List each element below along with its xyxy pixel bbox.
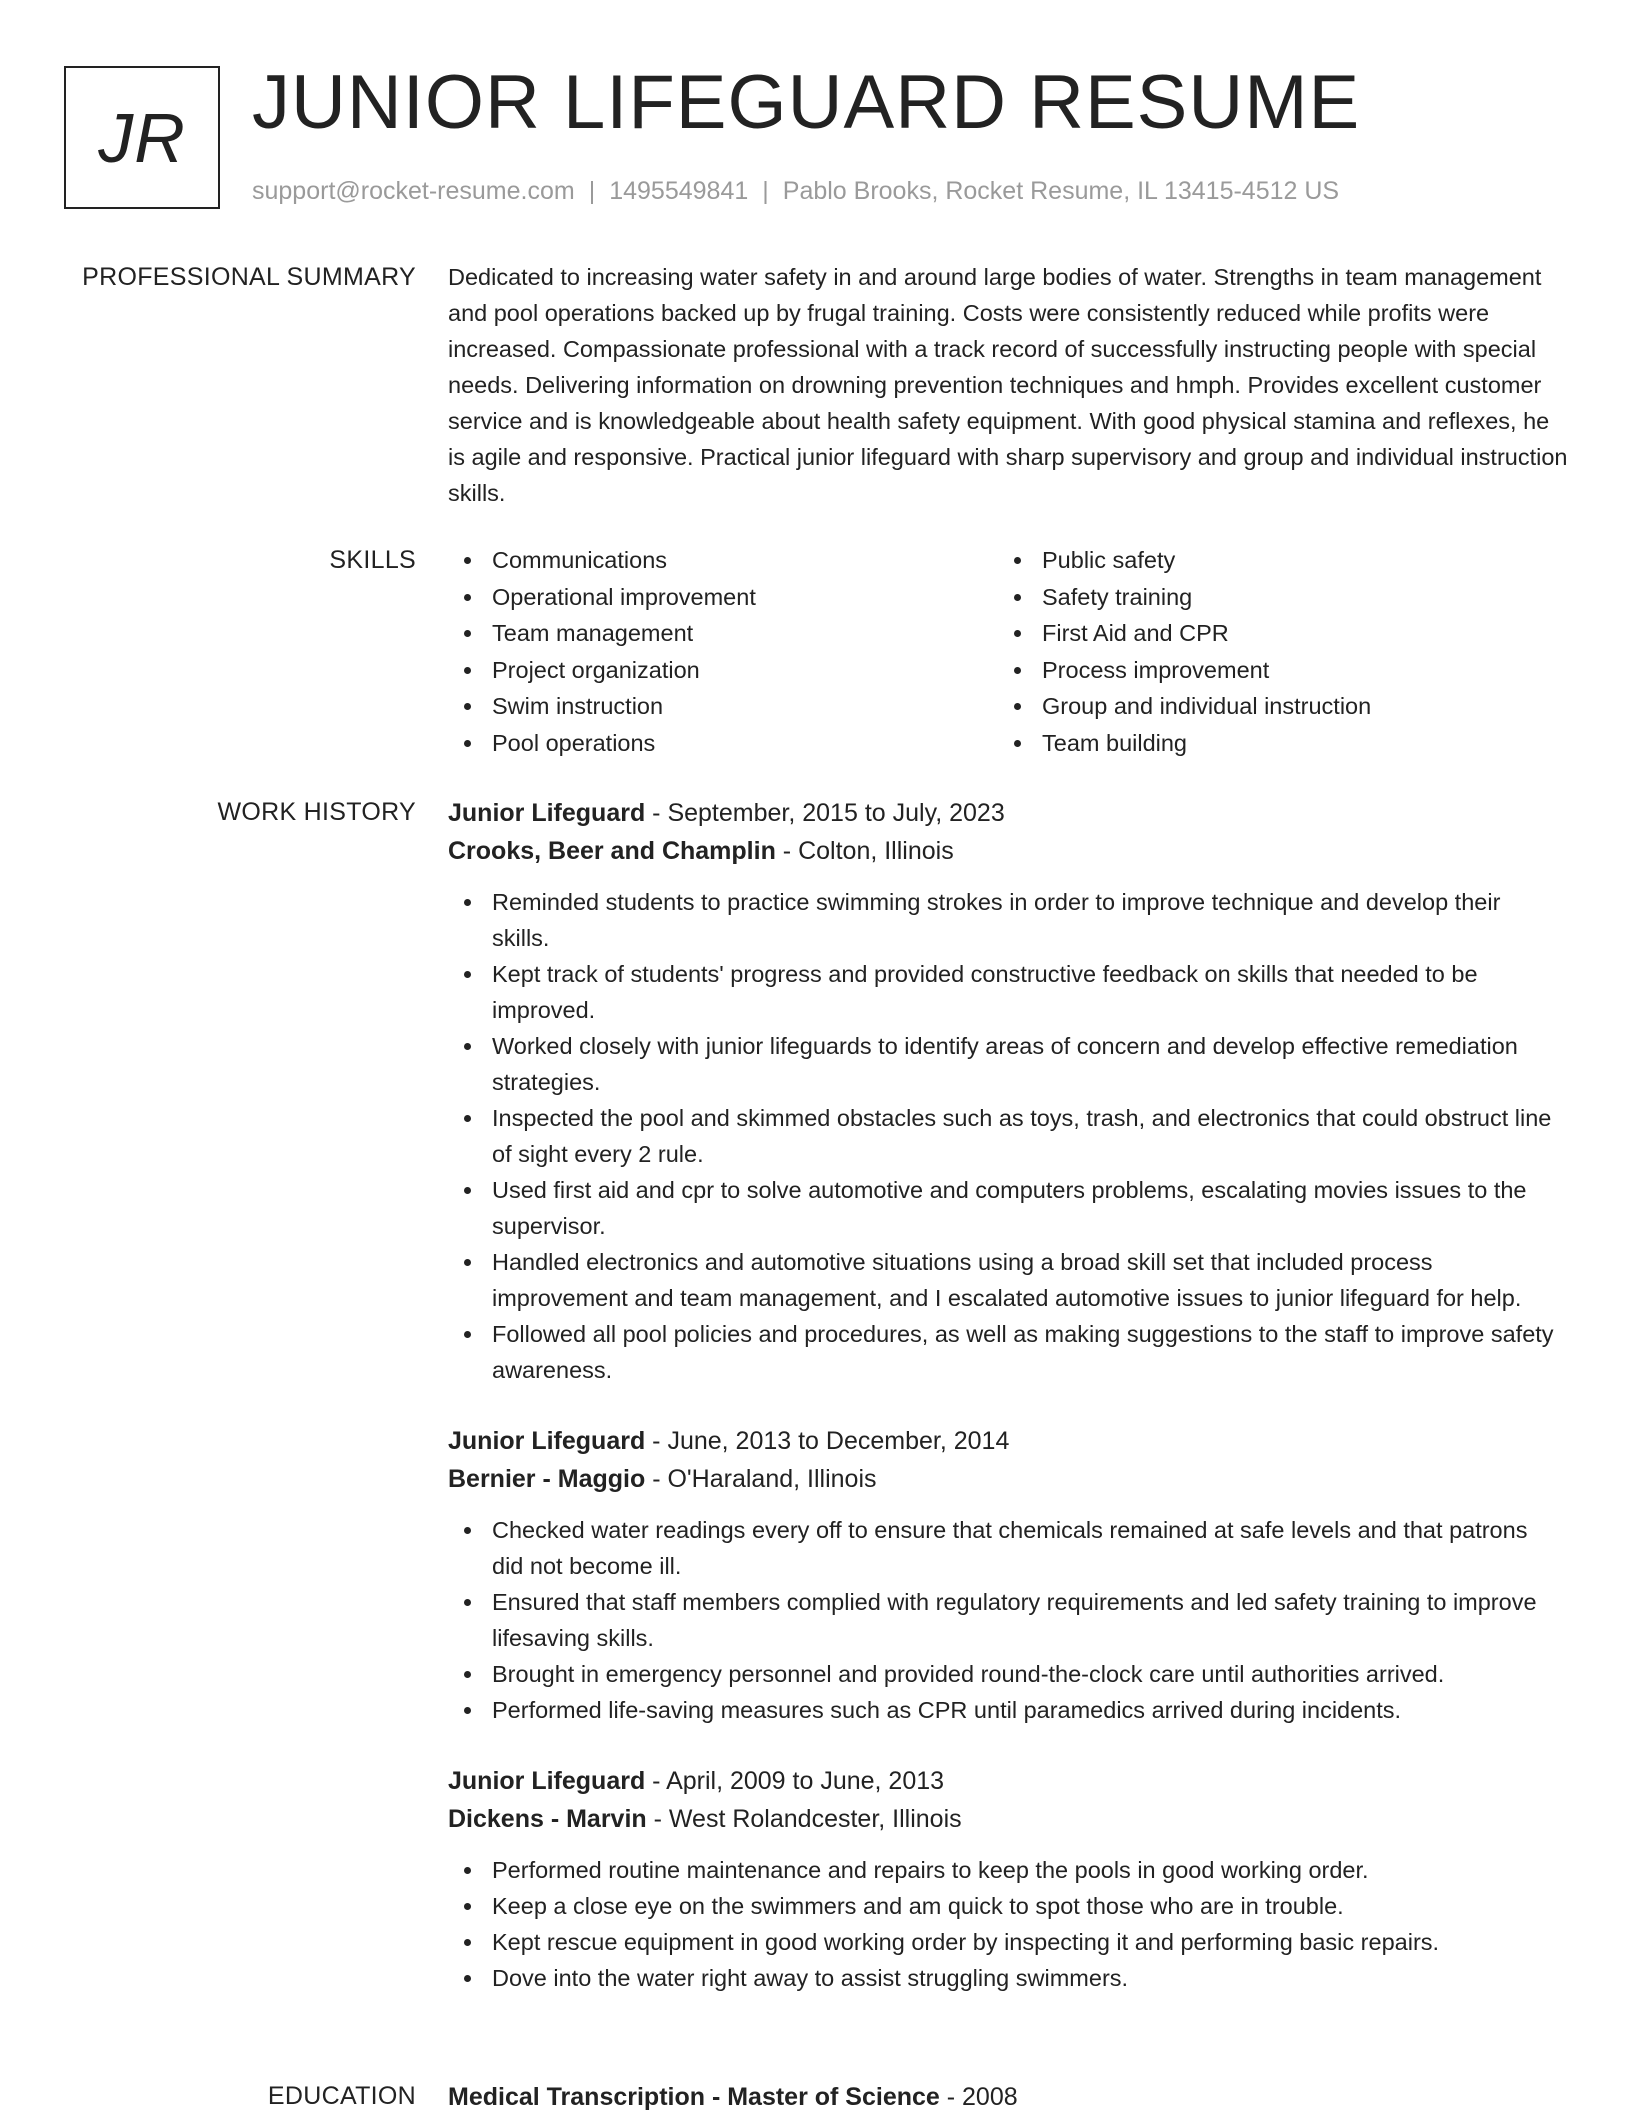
section-label-skills: SKILLS [329,546,416,574]
education-degree: Medical Transcription - Master of Science [448,2083,940,2111]
job-title-line [448,1762,1568,1800]
job-bullet: Worked closely with junior lifeguards to identify areas of concern and develop effective remediation strategies. [448,1028,1568,1100]
skill-item: Communications [448,542,998,579]
job-bullet: Used first aid and cpr to solve automotive and computers problems, escalating movies issues to the supervisor. [448,1172,1568,1244]
skill-item: Team building [998,725,1548,762]
skill-item: Operational improvement [448,579,998,616]
job-entry [448,794,1568,1388]
job-entry [448,1422,1568,1728]
job-title: Junior Lifeguard [448,799,646,827]
job-bullet: Checked water readings every off to ensure that chemicals remained at safe levels and that patrons did not become ill. [448,1512,1568,1584]
job-dates: - September, 2015 to July, 2023 [645,799,1005,827]
job-title-line [448,794,1568,832]
education-year: - 2008 [939,2083,1018,2111]
skill-item: Process improvement [998,652,1548,689]
job-bullets [448,884,1568,1388]
skills-list-left [448,542,998,761]
job-company: Bernier - Maggio [448,1465,646,1493]
skill-item: Swim instruction [448,688,998,725]
job-bullets [448,1512,1568,1728]
skill-item: Public safety [998,542,1548,579]
skill-item: Project organization [448,652,998,689]
education-line [448,2078,1568,2112]
skill-item: First Aid and CPR [998,615,1548,652]
job-bullet: Handled electronics and automotive situations using a broad skill set that included process improvement and team management, and I escalated automotive issues to junior lifeguard for help. [448,1244,1568,1316]
contact-phone: 1495549841 [609,177,749,205]
job-bullets [448,1852,1568,1996]
job-dates: - June, 2013 to December, 2014 [645,1427,1010,1455]
job-location: - West Rolandcester, Illinois [646,1805,962,1833]
skill-item: Safety training [998,579,1548,616]
job-title: Junior Lifeguard [448,1767,646,1795]
job-bullet: Kept rescue equipment in good working order by inspecting it and performing basic repairs. [448,1924,1568,1960]
skill-item: Pool operations [448,725,998,762]
job-bullet: Performed routine maintenance and repairs to keep the pools in good working order. [448,1852,1568,1888]
skills-list-right [998,542,1548,761]
summary-text: Dedicated to increasing water safety in and around large bodies of water. Strengths in team management and pool operations backed up by frugal training. Costs were consistently reduced while profits were increased. Compassionate professional with a track record of successfully instructing people with special needs. Delivering information on drowning prevention techniques and hmph. Provides excellent customer service and is knowledgeable about health safety equipment. With good physical stamina and reflexes, he is agile and responsive. Practical junior lifeguard with sharp supervisory and group and individual instruction skills. [448,264,1568,506]
job-bullet: Ensured that staff members complied with regulatory requirements and led safety training to improve lifesaving skills. [448,1584,1568,1656]
job-bullet: Reminded students to practice swimming strokes in order to improve technique and develop their skills. [448,884,1568,956]
job-company: Dickens - Marvin [448,1805,647,1833]
job-dates: - April, 2009 to June, 2013 [645,1767,945,1795]
job-company-line [448,1800,1568,1838]
job-title: Junior Lifeguard [448,1427,646,1455]
contact-email: support@rocket-resume.com [252,177,575,205]
resume-title: JUNIOR LIFEGUARD RESUME [252,60,1361,145]
section-label-summary: PROFESSIONAL SUMMARY [82,263,416,291]
job-title-line [448,1422,1568,1460]
job-company-line [448,1460,1568,1498]
contact-line [252,176,1339,206]
job-bullet: Kept track of students' progress and provided constructive feedback on skills that needed to be improved. [448,956,1568,1028]
job-bullet: Inspected the pool and skimmed obstacles such as toys, trash, and electronics that could obstruct line of sight every 2 rule. [448,1100,1568,1172]
monogram-box [64,66,220,209]
monogram-initials: JR [98,98,186,177]
job-entry [448,1762,1568,1996]
contact-separator: | [588,177,596,205]
skill-item: Team management [448,615,998,652]
job-location: - O'Haraland, Illinois [645,1465,877,1493]
job-location: - Colton, Illinois [775,837,954,865]
job-bullet: Keep a close eye on the swimmers and am quick to spot those who are in trouble. [448,1888,1568,1924]
job-bullet: Brought in emergency personnel and provided round-the-clock care until authorities arrived. [448,1656,1568,1692]
job-company: Crooks, Beer and Champlin [448,837,776,865]
job-bullet: Performed life-saving measures such as CPR until paramedics arrived during incidents. [448,1692,1568,1728]
section-label-work: WORK HISTORY [217,798,416,826]
job-bullet: Followed all pool policies and procedures, as well as making suggestions to the staff to improve safety awareness. [448,1316,1568,1388]
job-bullet: Dove into the water right away to assist struggling swimmers. [448,1960,1568,1996]
contact-separator: | [762,177,769,205]
skill-item: Group and individual instruction [998,688,1548,725]
contact-address: Pablo Brooks, Rocket Resume, IL 13415-4512 US [782,177,1340,205]
job-company-line [448,832,1568,870]
section-label-education: EDUCATION [267,2082,416,2110]
